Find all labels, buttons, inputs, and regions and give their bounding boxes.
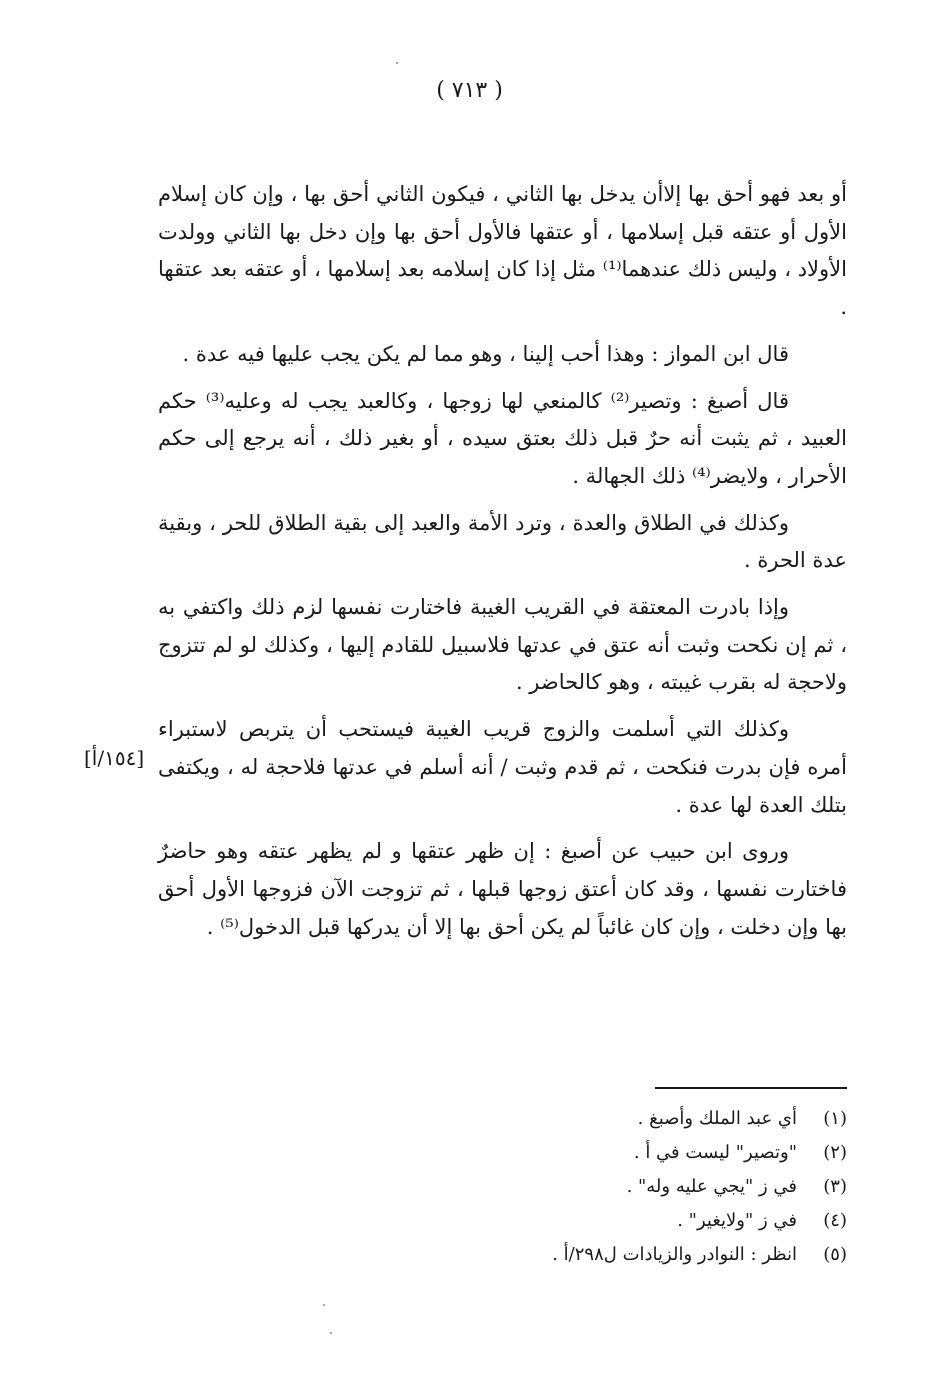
scan-speck	[330, 1332, 332, 1334]
footnote-number: (٥)	[823, 1244, 847, 1265]
paragraph: وكذلك التي أسلمت والزوج قريب الغيبة فيستحب أن يتربص لاستبراء أمره فإن بدرت فنكحت ، ثم قدم وثبت / أنه أسلم في عدتها فلاحجة له ، ويكتفى بتلك العدة لها عدة .	[158, 717, 847, 817]
footnote-text: في ز "يجي عليه وله" .	[626, 1176, 797, 1197]
footnote-number: (١)	[823, 1108, 847, 1129]
scan-speck	[396, 62, 398, 64]
footnote-divider	[655, 1087, 847, 1089]
paragraph: أو بعد فهو أحق بها إلاأن يدخل بها الثاني ، فيكون الثاني أحق بها ، وإن كان إسلام الأول أو عتقه قبل إسلامها ، أو عتقها فالأول أحق بها وإن دخل بها الثاني وولدت الأولاد ، وليس ذلك عندهما⁽¹⁾ مثل إذا كان إسلامه بعد إسلامها ، أو عتقه بعد عتقها .	[158, 182, 847, 320]
footnote-number: (٤)	[823, 1210, 847, 1231]
footnote	[470, 1142, 847, 1176]
footnote	[470, 1108, 847, 1142]
paragraph: وكذلك في الطلاق والعدة ، وترد الأمة والعبد إلى بقية الطلاق للحر ، وبقية عدة الحرة .	[158, 510, 847, 573]
scan-speck	[323, 1304, 325, 1306]
page-number: ( ٧١٣ )	[436, 78, 503, 103]
footnote-number: (٢)	[823, 1142, 847, 1163]
main-text	[158, 176, 847, 955]
footnote-text: أي عبد الملك وأصبغ .	[637, 1108, 797, 1129]
paragraph: قال ابن المواز : وهذا أحب إلينا ، وهو مما لم يكن يجب عليها فيه عدة .	[182, 341, 789, 366]
paragraph: قال أصبغ : وتصير⁽²⁾ كالمنعي لها زوجها ، وكالعبد يجب له وعليه⁽³⁾ حكم العبيد ، ثم يثبت أنه حرٌ قبل ذلك بعتق سيده ، أو بغير ذلك ، أنه يرجع إلى حكم الأحرار ، ولايضر⁽⁴⁾ ذلك الجهالة .	[158, 388, 847, 488]
footnotes	[470, 1108, 847, 1278]
footnote-text: انظر : النوادر والزيادات ل٢٩٨/أ .	[552, 1244, 797, 1265]
footnote	[470, 1210, 847, 1244]
footnote	[470, 1176, 847, 1210]
footnote-text: "وتصير" ليست في أ .	[633, 1142, 797, 1163]
footnote-number: (٣)	[823, 1176, 847, 1197]
footnote	[470, 1244, 847, 1278]
footnote-text: في ز "ولايغير" .	[677, 1210, 797, 1231]
paragraph: وإذا بادرت المعتقة في القريب الغيبة فاختارت نفسها لزم ذلك واكتفي به ، ثم إن نكحت وثبت أنه عتق في عدتها فلاسبيل للقادم إليها ، وكذلك لو لم تتزوج ولاحجة له بقرب غيبته ، وهو كالحاضر .	[158, 595, 847, 695]
paragraph: وروى ابن حبيب عن أصبغ : إن ظهر عتقها و لم يظهر عتقه وهو حاضرٌ فاختارت نفسها ، وقد كان أعتق زوجها قبلها ، ثم تزوجت الآن فزوجها الأول أحق بها وإن دخلت ، وإن كان غائباً لم يكن أحق بها إلا أن يدركها قبل الدخول⁽⁵⁾ .	[158, 839, 847, 939]
margin-folio-reference: [١٥٤/أ]	[84, 746, 145, 770]
